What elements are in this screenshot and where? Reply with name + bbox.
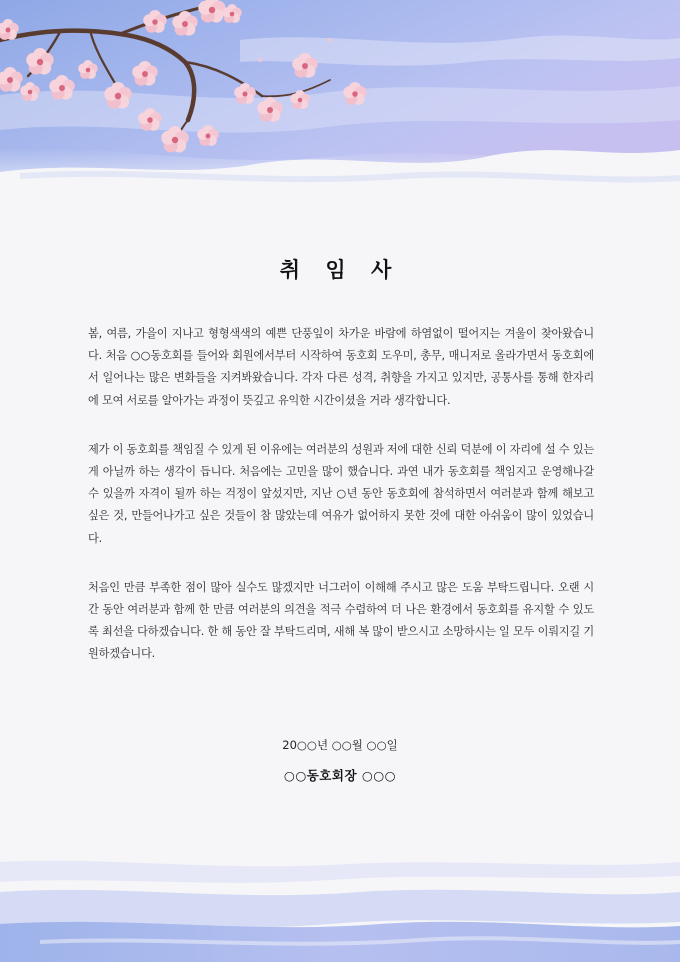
document-title: 취 임 사 (279, 258, 401, 282)
cherry-blossom-header-illustration (0, 0, 680, 205)
body-paragraph-2: 제가 이 동호회를 책임질 수 있게 된 이유에는 여러분의 성원과 저에 대한 신뢰 덕분에 이 자리에 설 수 있는 게 아닐까 하는 생각이 듭니다. 처음에는 고민을 많이 했습니다. 과연 내가 동호회를 책임지고 운영해나갈 수 있을까 자격이 될까 하는 걱정이 앞섰지만, 지난 ○년 동안 동호회에 참석하면서 여러분과 함께 해보고 싶은 것, 만들어나가고 싶은 것들이 참 많았는데 여유가 없어하지 못한 것에 대한 아쉬움이 많이 있었습니다. (88, 442, 594, 545)
document-signer: ○○동호회장 ○○○ (283, 768, 397, 783)
document-date: 20○○년 ○○월 ○○일 (282, 738, 398, 752)
document-body (88, 323, 594, 693)
body-paragraph-1: 봄, 여름, 가을이 지나고 형형색색의 예쁜 단풍잎이 차가운 바람에 하염없이 떨어지는 겨울이 찾아왔습니다. 처음 ○○동호회를 들어와 회원에서부터 시작하여 동호회 도우미, 총무, 매니저로 올라가면서 동호회에서 일어나는 많은 변화들을 지켜봐왔습니다. 각자 다른 성격, 취향을 가지고 있지만, 공통사를 통해 한자리에 모여 서로를 알아가는 과정이 뜻깊고 유익한 시간이셨을 거라 생각합니다. (88, 327, 594, 407)
body-paragraph-3: 처음인 만큼 부족한 점이 많아 실수도 많겠지만 너그러이 이해해 주시고 많은 도움 부탁드립니다. 오랜 시간 동안 여러분과 함께 한 만큼 여러분의 의견을 적극 수렴하여 더 나은 환경에서 동호회를 유지할 수 있도록 최선을 다하겠습니다. 한 해 동안 잘 부탁드리며, 새해 복 많이 받으시고 소망하시는 일 모두 이뤄지길 기원하겠습니다. (88, 580, 594, 661)
watercolor-footer-illustration (0, 852, 680, 962)
